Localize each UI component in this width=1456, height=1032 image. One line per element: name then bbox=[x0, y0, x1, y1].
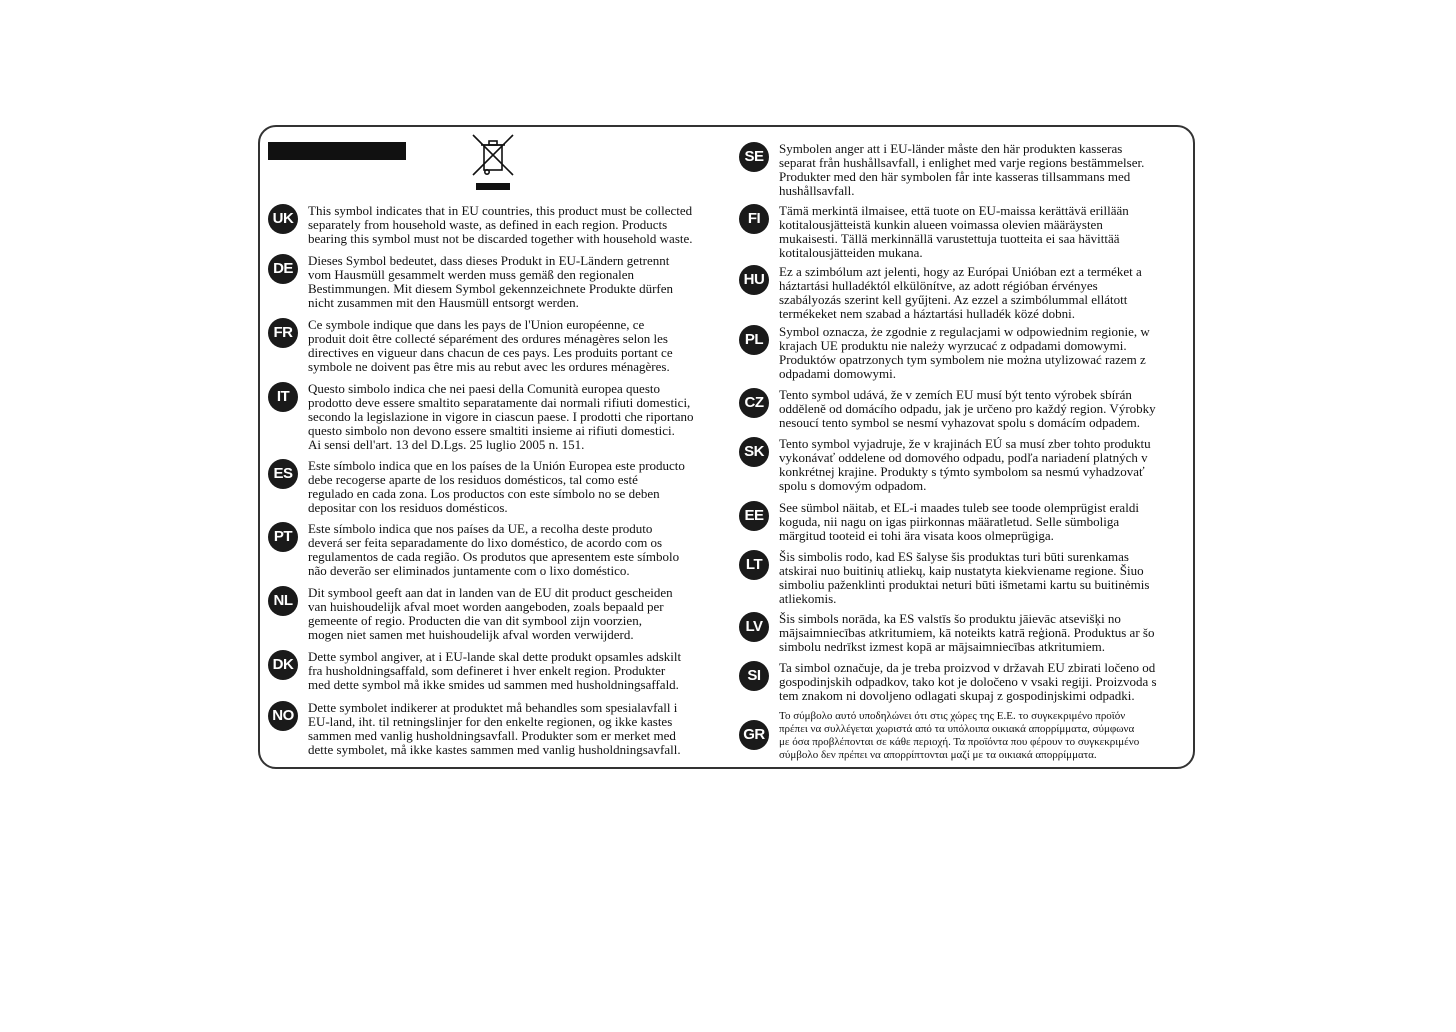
notice-text-gr: Το σύμβολο αυτό υποδηλώνει ότι στις χώρες της Ε.Ε. το συγκεκριμένο προϊόν πρέπει να συλλέγεται χωριστά από τα υπόλοιπα οικιακά απορρίμματα, σύμφωνα με όσα προβλέπονται σε κάθε περιοχή. Τα προϊόντα που φέρουν το συγκεκριμένο σύμβολο δεν πρέπει να απορρίπτονται μαζί με τα οικιακά απορρίμματα. bbox=[779, 710, 1140, 761]
lang-badge-cz: CZ bbox=[739, 388, 769, 418]
notice-text-hu: Ez a szimbólum azt jelenti, hogy az Európai Unióban ezt a terméket a háztartási hulladéktól elkülönítve, az adott régióban érvényes szabályozás szerint kell gyűjteni. Az ezzel a szimbólummal ellátott termékeket nem szabad a háztartási hulladék közé dobni. bbox=[779, 264, 1142, 321]
notice-text-it: Questo simbolo indica che nei paesi della Comunità europea questo prodotto deve essere smaltito separatamente dai normali rifiuti domestici, secondo la legislazione in vigore in ciascun paese. I prodotti che riportano questo simbolo non devono essere smaltiti insieme ai rifiuti domestici. Ai sensi dell'art. 13 del D.Lgs. 25 luglio 2005 n. 151. bbox=[308, 381, 694, 452]
lang-badge-nl: NL bbox=[268, 586, 298, 616]
notice-text-si: Ta simbol označuje, da je treba proizvod v državah EU zbirati ločeno od gospodinjskih odpadkov, tako kot je določeno v vsaki regiji. Proizvoda s tem znakom ni dovoljeno odlagati skupaj z gospodinjskimi odpadki. bbox=[779, 660, 1157, 703]
lang-badge-se: SE bbox=[739, 142, 769, 172]
lang-badge-si: SI bbox=[739, 661, 769, 691]
notice-text-uk: This symbol indicates that in EU countries, this product must be collected separately from household waste, as defined in each region. Products bearing this symbol must not be discarded together with household waste. bbox=[308, 203, 693, 246]
lang-badge-de: DE bbox=[268, 254, 298, 284]
lang-badge-uk: UK bbox=[268, 204, 298, 234]
notice-text-de: Dieses Symbol bedeutet, dass dieses Produkt in EU-Ländern getrennt vom Hausmüll gesammelt werden muss gemäß den regionalen Bestimmungen. Mit diesem Symbol gekennzeichnete Produkte dürfen nicht zusammen mit den Hausmüll entsorgt werden. bbox=[308, 253, 674, 310]
lang-badge-gr: GR bbox=[739, 720, 769, 750]
lang-badge-dk: DK bbox=[268, 650, 298, 680]
notice-text-cz: Tento symbol udává, že v zemích EU musí být tento výrobek sbírán odděleně od domácího odpadu, jak je určeno pro každý region. Výrobky nesoucí tento symbol se nesmí vyhazovat spolu s domácím odpadem. bbox=[779, 387, 1156, 430]
lang-badge-no: NO bbox=[268, 701, 298, 731]
lang-badge-hu: HU bbox=[739, 265, 769, 295]
notice-text-es: Este símbolo indica que en los países de la Unión Europea este producto debe recogerse aparte de los residuos domésticos, tal como esté regulado en cada zona. Los productos con este símbolo no se deben depositar con los residuos domésticos. bbox=[308, 458, 685, 515]
notice-text-pt: Este símbolo indica que nos países da UE, a recolha deste produto deverá ser feita separadamente do lixo doméstico, de acordo com os regulamentos de cada região. Os produtos que apresentem este símbolo não deverão ser eliminados juntamente com o lixo doméstico. bbox=[308, 521, 680, 578]
crossed-out-wheelie-bin-icon bbox=[470, 133, 516, 191]
notice-text-fr: Ce symbole indique que dans les pays de l'Union européenne, ce produit doit être collecté séparément des ordures ménagères selon les directives en vigueur dans chacun de ces pays. Les produits portant ce symbole ne doivent pas être mis au rebut avec les ordures ménagères. bbox=[308, 317, 673, 374]
notice-text-lv: Šis simbols norāda, ka ES valstīs šo produktu jāievāc atsevišķi no mājsaimniecības atkritumiem, kā noteikts katrā reģionā. Produktus ar šo simbolu nedrīkst izmest kopā ar mājsaimniecības atkritumiem. bbox=[779, 611, 1155, 654]
lang-badge-it: IT bbox=[268, 382, 298, 412]
lang-badge-pl: PL bbox=[739, 325, 769, 355]
notice-text-ee: See sümbol näitab, et EL-i maades tuleb see toode olemprügist eraldi koguda, nii nagu on igas piirkonnas määratletud. Selle sümboliga märgitud tooteid ei tohi ära visata koos olmeprügiga. bbox=[779, 500, 1139, 543]
lang-badge-fr: FR bbox=[268, 318, 298, 348]
notice-text-se: Symbolen anger att i EU-länder måste den här produkten kasseras separat från hushållsavfall, i enlighet med varje regions bestämmelser. Produkter med den här symbolen får inte kasseras tillsammans med hushållsavfall. bbox=[779, 141, 1145, 198]
notice-text-dk: Dette symbol angiver, at i EU-lande skal dette produkt opsamles adskilt fra husholdningsaffald, som defineret i hver enkelt region. Produkter med dette symbol må ikke smides ud sammen med husholdningsaffald. bbox=[308, 649, 682, 692]
notice-text-fi: Tämä merkintä ilmaisee, että tuote on EU-maissa kerättävä erillään kotitalousjätteistä kunkin alueen voimassa olevien määräysten mukaisesti. Tällä merkinnällä varustettuja tuotteita ei saa hävittää kotitalousjätteiden mukana. bbox=[779, 203, 1129, 260]
lang-badge-ee: EE bbox=[739, 501, 769, 531]
lang-badge-lt: LT bbox=[739, 550, 769, 580]
lang-badge-pt: PT bbox=[268, 522, 298, 552]
notice-text-no: Dette symbolet indikerer at produktet må behandles som spesialavfall i EU-land, iht. til retningslinjer for den enkelte regionen, og ikke kastes sammen med vanlig husholdningsavfall. Produkter som er merket med dette symbolet, må ikke kastes sammen med vanlig husholdningsavfall. bbox=[308, 700, 681, 757]
lang-badge-lv: LV bbox=[739, 612, 769, 642]
notice-text-lt: Šis simbolis rodo, kad ES šalyse šis produktas turi būti surenkamas atskirai nuo buitinių atliekų, kaip nustatyta kiekviename regione. Šiuo simboliu paženklinti produktai neturi būti išmetami kartu su buitinėmis atliekomis. bbox=[779, 549, 1150, 606]
label-bar bbox=[268, 142, 406, 160]
notice-text-pl: Symbol oznacza, że zgodnie z regulacjami w odpowiednim regionie, w krajach UE produktu nie należy wyrzucać z odpadami domowymi. Produktów opatrzonych tym symbolem nie można utylizować razem z odpadami domowymi. bbox=[779, 324, 1150, 381]
notice-text-sk: Tento symbol vyjadruje, že v krajinách EÚ sa musí zber tohto produktu vykonávať oddelene od domového odpadu, podľa nariadení platných v konkrétnej krajine. Produkty s týmto symbolom sa nesmú vyhadzovať spolu s domovým odpadom. bbox=[779, 436, 1151, 493]
lang-badge-fi: FI bbox=[739, 204, 769, 234]
lang-badge-es: ES bbox=[268, 459, 298, 489]
lang-badge-sk: SK bbox=[739, 437, 769, 467]
notice-text-nl: Dit symbool geeft aan dat in landen van de EU dit product gescheiden van huishoudelijk afval moet worden aangeboden, zoals bepaald per gemeente of regio. Producten die van dit symbool zijn voorzien, mogen niet samen met huishoudelijk afval worden verwijderd. bbox=[308, 585, 673, 642]
